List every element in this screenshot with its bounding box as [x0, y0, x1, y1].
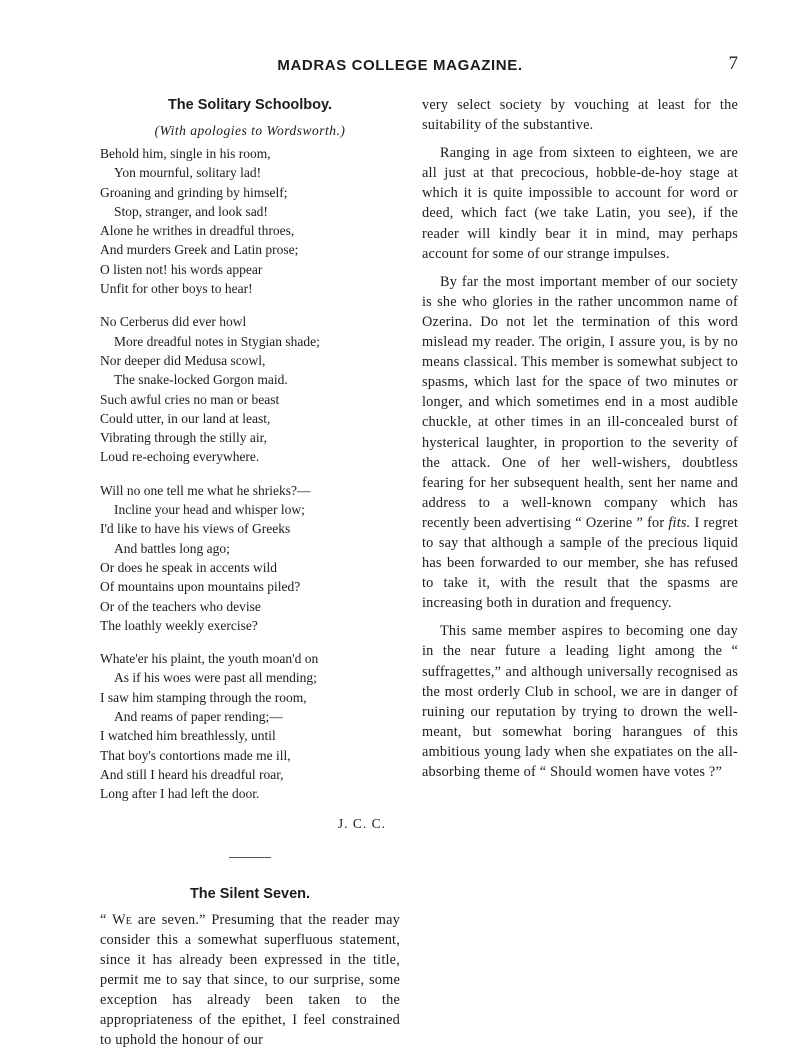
page-header [0, 53, 800, 81]
poem-title: The Solitary Schoolboy. [167, 97, 333, 113]
article-paragraph: very select society by vouching at least for the suitability of the substantive. [422, 97, 738, 134]
poem-line: Such awful cries no man or beast [100, 391, 280, 407]
poem-line: I saw him stamping through the room, [100, 689, 307, 705]
poem-line: And reams of paper rending;— [114, 709, 283, 725]
paragraph-opening: “ We [100, 911, 133, 928]
poem-line: Nor deeper did Medusa scowl, [100, 352, 266, 368]
poem-line: The snake-locked Gorgon maid. [114, 372, 288, 388]
poem-line: And murders Greek and Latin prose; [100, 242, 299, 258]
poem-line: And still I heard his dreadful roar, [100, 766, 284, 782]
poem-stanza [100, 481, 400, 635]
poem-line: Or does he speak in accents wild [100, 559, 277, 575]
poem-line: And battles long ago; [114, 540, 230, 556]
article-body-left [100, 910, 400, 1051]
poem-line: Vibrating through the stilly air, [100, 430, 267, 446]
poem-signature: J. C. C. [337, 815, 386, 831]
poem-subtitle: (With apologies to Wordsworth.) [154, 123, 346, 138]
poem-line: That boy's contortions made me ill, [100, 747, 291, 763]
article-body-right [422, 95, 738, 782]
poem-line: As if his woes were past all mending; [114, 670, 317, 686]
poem-line: Yon mournful, solitary lad! [114, 165, 262, 181]
article-paragraph: This same member aspires to becoming one day in the near future a leading light among the “ suffragettes,” and although universally recognised as the most orderly Club in school, we are in danger of ruining our reputation by trying to drown the well-meant, but somewhat boring harangues of this ambitious young lady when she expatiates on the all-absorbing theme of “ Should women have votes ?” [422, 623, 738, 780]
poem-line: Unfit for other boys to hear! [100, 281, 253, 297]
poem-line: Could utter, in our land at least, [100, 410, 271, 426]
poem-line: Long after I had left the door. [100, 786, 260, 802]
poem-line: I'd like to have his views of Greeks [100, 521, 291, 537]
poem-line: Will no one tell me what he shrieks?— [100, 482, 311, 498]
page-number: 7 [728, 53, 738, 74]
paragraph-text: By far the most important member of our society is she who glories in the rather uncommon name of Ozerina. Do not let the termination of this word mislead my reader. The origin, I assure you, is by no means classical. This member is somewhat subject to spasms, which last for the space of two minutes or longer, and which sometimes end in a most audible chuckle, at other times in an ill-concealed burst of hysterical laughter, in proportion to the severity of the attack. One of her well-wishers, doubtless fearing for her subsequent health, sent her name and address to a well-known company which has recently been advertising “ Ozerine ” for [422, 273, 738, 531]
left-column [100, 95, 400, 1058]
poem-line: Or of the teachers who devise [100, 598, 261, 614]
poem-line: Groaning and grinding by himself; [100, 184, 288, 200]
poem-line: Alone he writhes in dreadful throes, [100, 223, 295, 239]
poem-line: Whate'er his plaint, the youth moan'd on [100, 651, 319, 667]
article-title: The Silent Seven. [189, 885, 311, 902]
poem-line: O listen not! his words appear [100, 261, 263, 277]
poem-line: I watched him breathlessly, until [100, 728, 276, 744]
paragraph-italic: fits. [668, 514, 691, 531]
poem-line: Behold him, single in his room, [100, 146, 271, 161]
poem-line: Stop, stranger, and look sad! [114, 203, 268, 219]
paragraph-text: I regret to say that although a sample of the precious liquid has been forwarded to our member, she has refused to take it, with the result that the spasms are increasing both in duration and frequency. [422, 514, 738, 612]
magazine-title: MADRAS COLLEGE MAGAZINE. [277, 57, 523, 74]
paragraph-text: are seven.” Presuming that the reader may consider this a somewhat superfluous statement, since it has already been expressed in the title, permit me to say that since, to our surprise, some exception has already been taken to the appropriateness of the epithet, I feel constrained to uphold the honour of our [100, 911, 400, 1049]
article-paragraph: Ranging in age from sixteen to eighteen, we are all just at that precocious, hobble-de-hoy stage at which it is quite impossible to account for word or deed, which fact (we take Latin, you see), if the reader will kindly bear it in mind, may perhaps account for some of our strange impulses. [422, 145, 738, 262]
poem-line: The loathly weekly exercise? [100, 617, 258, 633]
article-paragraph [422, 272, 738, 614]
poem-line: Of mountains upon mountains piled? [100, 579, 301, 595]
article-paragraph [100, 910, 400, 1051]
poem-line: More dreadful notes in Stygian shade; [114, 333, 320, 349]
poem-stanza [100, 144, 400, 298]
poem-line: Loud re-echoing everywhere. [100, 449, 260, 465]
poem-stanza [100, 312, 400, 466]
poem-line: No Cerberus did ever howl [100, 314, 247, 330]
right-column [422, 95, 738, 790]
poem-line: Incline your head and whisper low; [114, 502, 305, 518]
poem-stanza [100, 649, 400, 803]
section-divider [229, 857, 271, 858]
